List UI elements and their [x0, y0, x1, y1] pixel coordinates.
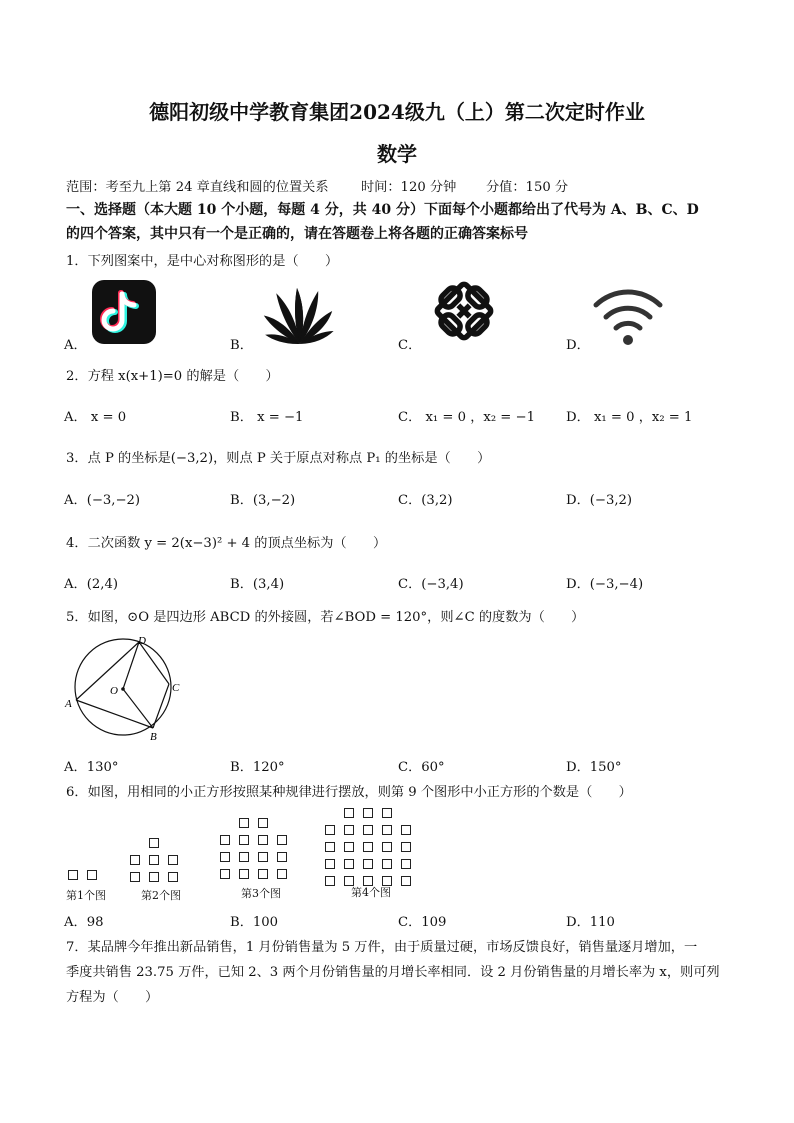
small-square: [277, 835, 287, 845]
subject-title: 数学: [377, 142, 417, 166]
q5-option-d: D．150°: [566, 760, 622, 775]
q6-option-d: D．110: [566, 915, 615, 930]
q7-line2: 季度共销售 23.75 万件，已知 2、3 两个月份销售量的月增长率相同．设 2 月份销售量的月增长率为 x，则可列: [66, 965, 720, 980]
q2-option-d: D． x₁ = 0 ，x₂ = 1: [566, 410, 693, 425]
huawei-icon: [258, 286, 342, 346]
pattern-caption-2: 第2个图: [141, 889, 181, 902]
small-square: [325, 825, 335, 835]
small-square: [325, 876, 335, 886]
small-square: [382, 825, 392, 835]
tiktok-icon: [92, 280, 156, 344]
small-square: [68, 870, 78, 880]
point-c-label: C: [172, 682, 180, 694]
small-square: [87, 870, 97, 880]
time-text: 时间：120 分钟: [361, 180, 457, 195]
point-o-label: O: [110, 685, 118, 697]
small-square: [220, 852, 230, 862]
point-d-label: D: [138, 635, 146, 647]
small-square: [149, 872, 159, 882]
pattern-caption-3: 第3个图: [241, 887, 281, 900]
small-square: [344, 808, 354, 818]
q5-option-b: B．120°: [230, 760, 285, 775]
q2-option-a: A． x = 0: [64, 410, 127, 425]
small-square: [130, 855, 140, 865]
scope-text: 范围：考至九上第 24 章直线和圆的位置关系: [66, 180, 329, 195]
small-square: [344, 842, 354, 852]
q4-option-d: D．(−3,−4): [566, 577, 644, 592]
q3-option-b: B．(3,−2): [230, 493, 296, 508]
small-square: [258, 869, 268, 879]
exam-title: 德阳初级中学教育集团2024级九（上）第二次定时作业: [149, 100, 645, 124]
q4-option-b: B．(3,4): [230, 577, 285, 592]
wifi-icon: [592, 283, 664, 347]
section-instructions-line2: 的四个答案，其中只有一个是正确的，请在答题卷上将各题的正确答案标号: [66, 226, 528, 242]
small-square: [344, 859, 354, 869]
pattern-caption-4: 第4个图: [351, 886, 391, 899]
q6-option-c: C．109: [398, 915, 447, 930]
small-square: [363, 859, 373, 869]
section-instructions-line1: 一、选择题（本大题 10 个小题，每题 4 分，共 40 分）下面每个小题都给出了代号为 A、B、C、D: [66, 202, 699, 218]
point-b-label: B: [150, 731, 157, 743]
small-square: [239, 835, 249, 845]
q3-option-c: C．(3,2): [398, 493, 453, 508]
small-square: [325, 859, 335, 869]
q4-stem: 4．二次函数 y = 2(x−3)² + 4 的顶点坐标为（ ）: [66, 536, 387, 551]
small-square: [401, 825, 411, 835]
small-square: [344, 825, 354, 835]
q1-stem: 1．下列图案中，是中心对称图形的是（ ）: [66, 254, 339, 269]
small-square: [401, 859, 411, 869]
small-square: [401, 842, 411, 852]
q5-option-a: A．130°: [64, 760, 119, 775]
small-square: [363, 842, 373, 852]
small-square: [220, 835, 230, 845]
small-square: [382, 842, 392, 852]
small-square: [363, 808, 373, 818]
small-square: [239, 818, 249, 828]
q3-stem: 3．点 P 的坐标是(−3,2)，则点 P 关于原点对称点 P₁ 的坐标是（ ）: [66, 451, 491, 466]
small-square: [277, 852, 287, 862]
small-square: [130, 872, 140, 882]
q7-line3: 方程为（ ）: [66, 990, 159, 1005]
q4-option-c: C．(−3,4): [398, 577, 464, 592]
small-square: [258, 835, 268, 845]
q2-stem: 2．方程 x(x+1)=0 的解是（ ）: [66, 369, 279, 384]
q4-option-a: A．(2,4): [64, 577, 118, 592]
q1-label-b: B．: [230, 338, 253, 353]
q6-option-a: A．98: [64, 915, 104, 930]
point-a-label: A: [65, 698, 72, 710]
score-text: 分值：150 分: [486, 180, 569, 195]
small-square: [239, 852, 249, 862]
circle-quadrilateral-figure: [62, 632, 192, 744]
q1-label-d: D．: [566, 338, 590, 353]
small-square: [239, 869, 249, 879]
q6-option-b: B．100: [230, 915, 279, 930]
q5-option-c: C．60°: [398, 760, 445, 775]
q2-option-b: B． x = −1: [230, 410, 304, 425]
q2-option-c: C． x₁ = 0 ，x₂ = −1: [398, 410, 535, 425]
small-square: [149, 838, 159, 848]
pattern-caption-1: 第1个图: [66, 889, 106, 902]
small-square: [277, 869, 287, 879]
small-square: [258, 818, 268, 828]
q1-label-a: A．: [64, 338, 87, 353]
small-square: [363, 825, 373, 835]
small-square: [149, 855, 159, 865]
small-square: [220, 869, 230, 879]
small-square: [382, 808, 392, 818]
small-square: [168, 872, 178, 882]
small-square: [401, 876, 411, 886]
knot-icon: [426, 273, 502, 349]
q6-stem: 6．如图，用相同的小正方形按照某种规律进行摆放，则第 9 个图形中小正方形的个数是（ ）: [66, 785, 632, 800]
q5-stem: 5．如图，⊙O 是四边形 ABCD 的外接圆，若∠BOD = 120°，则∠C 的度数为（ ）: [66, 610, 585, 625]
small-square: [258, 852, 268, 862]
q3-option-a: A．(−3,−2): [64, 493, 141, 508]
small-square: [382, 859, 392, 869]
q3-option-d: D．(−3,2): [566, 493, 633, 508]
small-square: [325, 842, 335, 852]
small-square: [168, 855, 178, 865]
q7-line1: 7．某品牌今年推出新品销售，1 月份销售量为 5 万件，由于质量过硬，市场反馈良好，销售量逐月增加，一: [66, 940, 698, 955]
q1-label-c: C．: [398, 338, 422, 353]
